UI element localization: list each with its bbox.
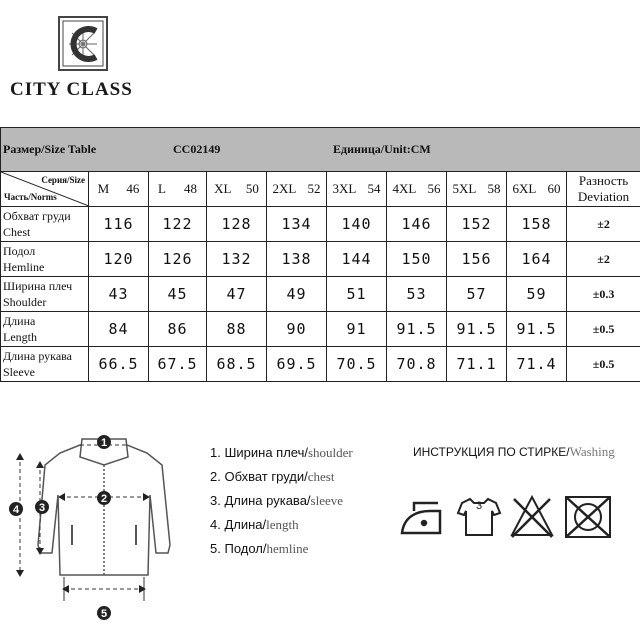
size-column-header	[207, 172, 267, 207]
measure-marker-label: 1	[100, 437, 108, 449]
table-cell: 69.5	[267, 347, 327, 382]
measure-name-ru: Длина рукава	[3, 349, 72, 363]
table-cell: 66.5	[89, 347, 149, 382]
measure-name-en: Sleeve	[3, 365, 35, 379]
table-cell: 116	[89, 207, 149, 242]
size-number: 52	[307, 181, 321, 196]
table-cell: 51	[327, 277, 387, 312]
size-number: 54	[367, 181, 381, 196]
legend-item	[210, 465, 353, 489]
corner-size-label: Серия/Size	[41, 175, 85, 185]
table-row	[1, 347, 640, 382]
no-tumble-dry-icon	[566, 497, 610, 537]
legend-ru: Подол/	[224, 541, 267, 556]
table-cell: 84	[89, 312, 149, 347]
legend-number: 2.	[210, 469, 221, 484]
legend-ru: Длина/	[224, 517, 267, 532]
table-cell: 49	[267, 277, 327, 312]
deviation-header-ru: Разность	[578, 173, 629, 188]
legend-en: chest	[307, 469, 335, 484]
table-corner	[1, 172, 89, 207]
measure-marker-label: 3	[38, 502, 46, 514]
legend-number: 5.	[210, 541, 221, 556]
size-number: 58	[487, 181, 501, 196]
svg-text:3: 3	[475, 500, 483, 512]
table-cell: 150	[387, 242, 447, 277]
size-column-header	[507, 172, 567, 207]
size-number: 50	[245, 181, 259, 196]
size-letter: 6XL	[512, 181, 537, 196]
measure-name-en: Chest	[3, 225, 31, 239]
table-cell: 91.5	[507, 312, 567, 347]
deviation-cell: ±2	[567, 207, 640, 242]
table-header-bar	[1, 128, 640, 172]
table-row	[1, 277, 640, 312]
table-cell: 134	[267, 207, 327, 242]
deviation-header-en: Deviation	[577, 189, 630, 204]
size-table	[0, 127, 640, 382]
brand-name: CITY CLASS	[10, 79, 133, 100]
table-cell: 47	[207, 277, 267, 312]
table-cell: 158	[507, 207, 567, 242]
jacket-outline	[38, 439, 170, 575]
size-number: 56	[427, 181, 441, 196]
size-number: 48	[183, 181, 197, 196]
size-letter: L	[158, 181, 166, 196]
size-letter: 5XL	[452, 181, 477, 196]
table-cell: 57	[447, 277, 507, 312]
corner-norms-label: Часть/Norms	[4, 192, 57, 202]
size-column-header	[267, 172, 327, 207]
city-class-logo	[58, 16, 108, 71]
measure-marker-label: 5	[100, 608, 108, 620]
size-number: 46	[126, 181, 140, 196]
table-cell: 91.5	[447, 312, 507, 347]
size-letter: 4XL	[392, 181, 417, 196]
measure-name-ru: Обхват груди	[3, 209, 71, 223]
hand-wash-icon	[458, 499, 500, 535]
deviation-header	[567, 172, 640, 207]
legend-number: 4.	[210, 517, 221, 532]
table-cell: 140	[327, 207, 387, 242]
table-cell: 71.4	[507, 347, 567, 382]
table-cell: 120	[89, 242, 149, 277]
table-cell: 70.5	[327, 347, 387, 382]
table-cell: 128	[207, 207, 267, 242]
size-column-header	[447, 172, 507, 207]
legend-number: 1.	[210, 445, 221, 460]
table-cell: 59	[507, 277, 567, 312]
size-column-header	[327, 172, 387, 207]
deviation-cell: ±0.3	[567, 277, 640, 312]
measure-name-ru: Ширина плеч	[3, 279, 73, 293]
measure-name	[1, 242, 89, 277]
measure-name	[1, 347, 89, 382]
size-letter: M	[97, 181, 110, 196]
table-cell: 71.1	[447, 347, 507, 382]
legend-item	[210, 537, 353, 561]
measure-name-en: Length	[3, 330, 37, 344]
iron-icon	[402, 503, 440, 533]
table-cell: 144	[327, 242, 387, 277]
table-cell: 152	[447, 207, 507, 242]
table-title: Размер/Size Table	[3, 142, 97, 156]
table-cell: 138	[267, 242, 327, 277]
table-row	[1, 242, 640, 277]
measure-name	[1, 277, 89, 312]
jacket-measure-diagram	[0, 425, 200, 640]
table-cell: 156	[447, 242, 507, 277]
table-cell: 91	[327, 312, 387, 347]
size-header-row	[1, 172, 640, 207]
size-letter: 3XL	[332, 181, 357, 196]
size-column-header	[149, 172, 207, 207]
legend-en: hemline	[266, 541, 309, 556]
measure-marker-label: 2	[100, 493, 108, 505]
table-cell: 122	[149, 207, 207, 242]
table-cell: 45	[149, 277, 207, 312]
legend-en: length	[266, 517, 299, 532]
washing-title-ru: ИНСТРУКЦИЯ ПО СТИРКЕ/	[413, 445, 570, 459]
measurement-legend	[210, 441, 353, 561]
model-number: CC02149	[173, 142, 221, 156]
table-cell: 88	[207, 312, 267, 347]
legend-item	[210, 489, 353, 513]
deviation-cell: ±0.5	[567, 347, 640, 382]
washing-title-en: Washing	[569, 444, 615, 459]
measure-name-en: Shoulder	[3, 295, 47, 309]
table-cell: 53	[387, 277, 447, 312]
table-cell: 146	[387, 207, 447, 242]
size-number: 60	[547, 181, 561, 196]
legend-ru: Обхват груди/	[224, 469, 308, 484]
legend-en: shoulder	[307, 445, 353, 460]
size-column-header	[89, 172, 149, 207]
size-column-header	[387, 172, 447, 207]
deviation-cell: ±2	[567, 242, 640, 277]
unit-label: Единица/Unit:CM	[333, 142, 431, 156]
table-cell: 91.5	[387, 312, 447, 347]
legend-ru: Ширина плеч/	[224, 445, 308, 460]
table-cell: 68.5	[207, 347, 267, 382]
size-letter: 2XL	[272, 181, 297, 196]
table-cell: 164	[507, 242, 567, 277]
table-cell: 67.5	[149, 347, 207, 382]
measure-marker-label: 4	[12, 504, 20, 516]
no-bleach-icon	[512, 497, 552, 537]
legend-en: sleeve	[310, 493, 344, 508]
table-cell: 43	[89, 277, 149, 312]
legend-number: 3.	[210, 493, 221, 508]
legend-ru: Длина рукава/	[224, 493, 311, 508]
table-row	[1, 207, 640, 242]
legend-item	[210, 513, 353, 537]
size-letter: XL	[214, 181, 232, 196]
table-row	[1, 312, 640, 347]
table-cell: 90	[267, 312, 327, 347]
washing-title	[413, 444, 615, 460]
measure-name-ru: Длина	[3, 314, 36, 328]
measure-name	[1, 312, 89, 347]
measure-name-en: Hemline	[3, 260, 45, 274]
washing-icons	[398, 493, 618, 543]
deviation-cell: ±0.5	[567, 312, 640, 347]
table-cell: 132	[207, 242, 267, 277]
measure-name	[1, 207, 89, 242]
legend-item	[210, 441, 353, 465]
table-cell: 126	[149, 242, 207, 277]
table-cell: 70.8	[387, 347, 447, 382]
table-cell: 86	[149, 312, 207, 347]
measure-name-ru: Подол	[3, 244, 36, 258]
